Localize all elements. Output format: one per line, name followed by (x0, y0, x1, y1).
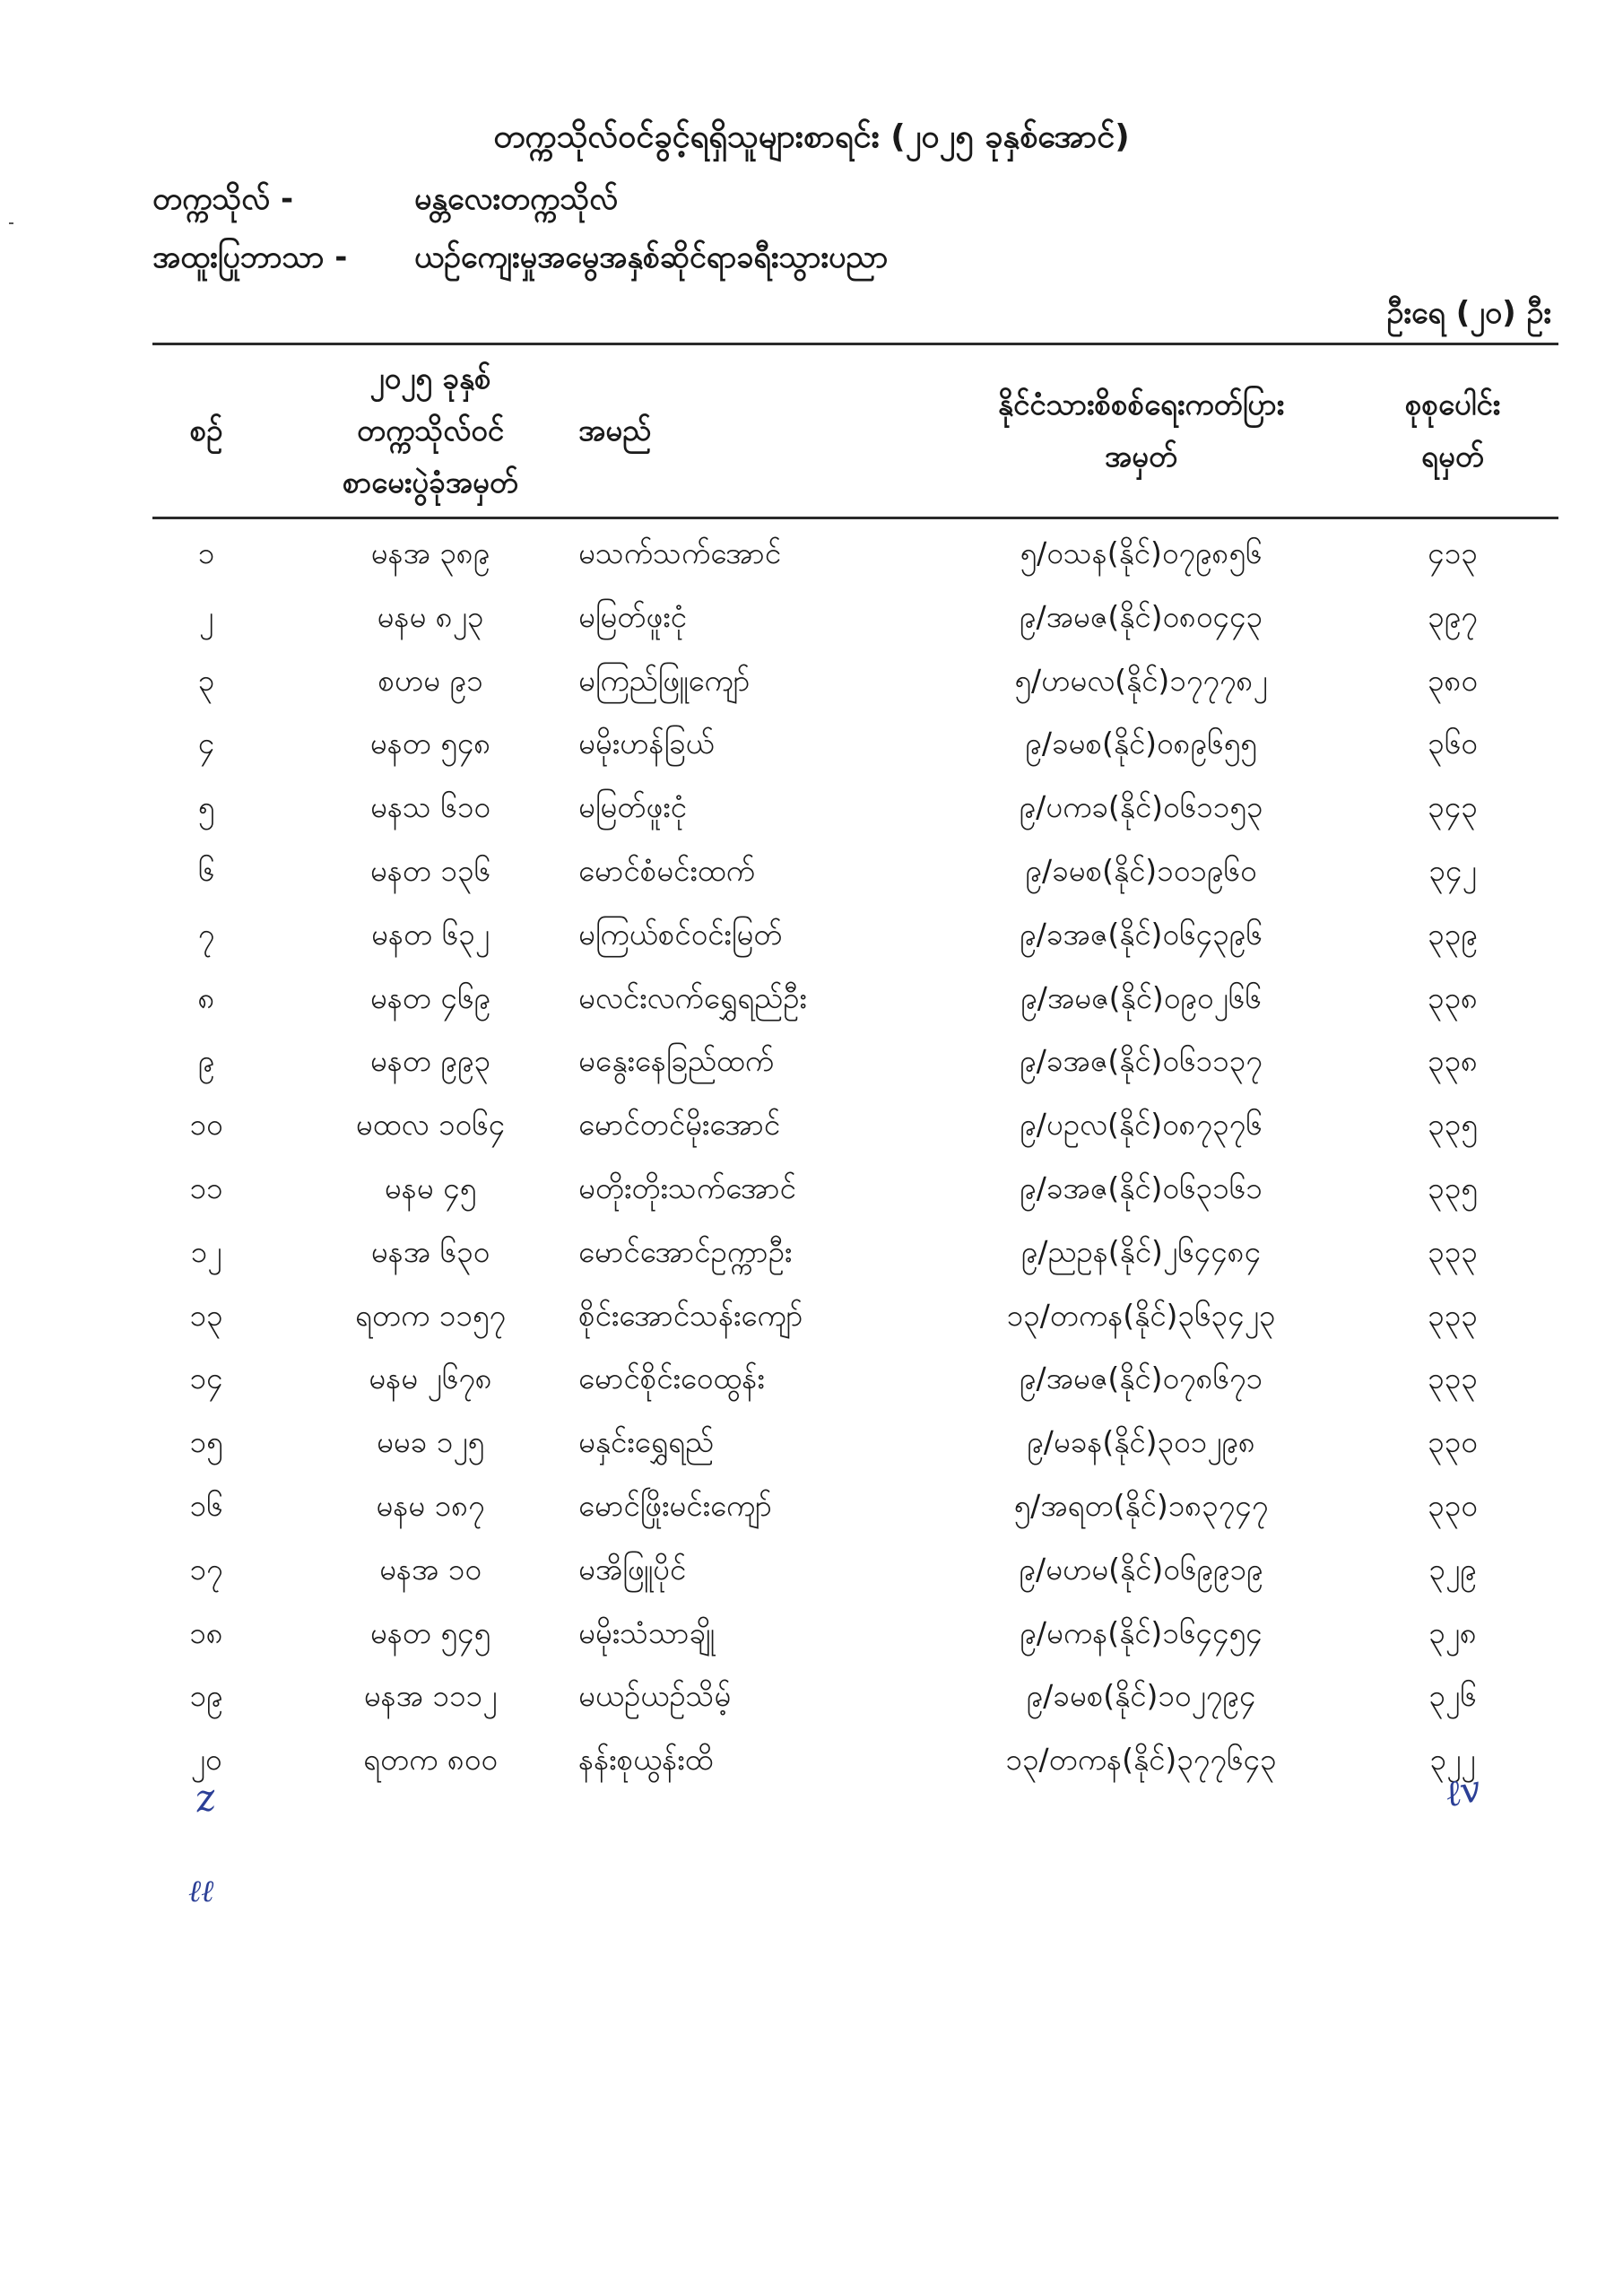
nrc-number: ၉/ခမစ(နိုင်)၁၀၂၇၉၄ (1026, 1678, 1256, 1714)
header-exam-number: ၂၀၂၅ ခုနှစ် တက္ကသိုလ်ဝင် စာမေးပွဲခုံအမှတ် (343, 361, 518, 500)
table-row (0, 1538, 1623, 1602)
student-name: မောင်စံမင်းထက် (578, 852, 755, 888)
document-title: တက္ကသိုလ်ဝင်ခွင့်ရရှိသူများစာရင်း (၂၀၂၅ ခုနှစ်အောင်) (493, 118, 1130, 155)
nrc-number: ၉/မကန(နိုင်)၁၆၄၄၅၄ (1020, 1614, 1263, 1650)
student-name: မသက်သက်အောင် (578, 535, 782, 570)
total-marks: ၃၄၃ (1428, 789, 1478, 825)
nrc-number: ၁၃/တကန(နိုင်)၃၆၃၄၂၃ (1006, 1297, 1276, 1333)
handwritten-signature-mark-lower: ℓℓ (188, 1874, 214, 1909)
student-name: မယဉ်ယဉ်သိမ့် (578, 1678, 732, 1714)
student-name: မအိဖြူပိုင် (578, 1551, 687, 1587)
student-name: မောင်ဖြိုးမင်းကျော် (578, 1487, 772, 1523)
total-marks: ၄၁၃ (1428, 535, 1478, 570)
row-number: ၁ (197, 535, 215, 570)
table-row (0, 776, 1623, 839)
table-row (0, 522, 1623, 586)
total-marks: ၃၆၀ (1428, 726, 1478, 761)
nrc-number: ၉/အမဇ(နိုင်)၀၇၈၆၇၁ (1019, 1361, 1263, 1396)
exam-seat-number: မနအ ၁၁၁၂ (363, 1678, 498, 1714)
total-marks: ၃၃၈ (1428, 979, 1478, 1015)
header-name: အမည် (578, 413, 652, 448)
table-row (0, 649, 1623, 713)
header-total-marks: စုစုပေါင်း ရမှတ် (1404, 387, 1501, 474)
university-value: မန္တလေးတက္ကသိုလ် (414, 181, 619, 217)
exam-seat-number: စဟမ ၉၁ (378, 662, 483, 698)
row-number: ၆ (197, 852, 215, 888)
student-name: မမိုးဟန်ခြယ် (578, 726, 715, 761)
table-row (0, 586, 1623, 649)
table-row (0, 839, 1623, 903)
exam-seat-number: မနတ ၆၃၂ (371, 916, 490, 952)
scan-speck (9, 222, 13, 224)
student-name: မောင်အောင်ဥက္ကာဦး (578, 1233, 793, 1269)
table-row (0, 1665, 1623, 1728)
exam-seat-number: မနမ ၁၈၇ (376, 1487, 485, 1523)
total-marks: ၃၃၃ (1428, 1233, 1478, 1269)
row-number: ၁၈ (189, 1614, 223, 1650)
exam-seat-number: မနမ ၂၆၇၈ (369, 1361, 492, 1396)
nrc-number: ၁၃/တကန(နိုင်)၃၇၇၆၄၃ (1005, 1742, 1277, 1778)
exam-seat-number: မနမ ၄၅ (384, 1170, 477, 1205)
student-name: မကြယ်စင်ဝင်းမြတ် (578, 916, 783, 952)
major-label: အထူးပြုဘာသာ - (152, 239, 348, 275)
row-number: ၁၃ (189, 1297, 223, 1333)
table-row (0, 1157, 1623, 1221)
student-name: မမြတ်ဖူးငုံ (578, 598, 687, 634)
total-marks: ၃၃၅ (1428, 1170, 1478, 1205)
row-number: ၈ (197, 979, 215, 1015)
exam-seat-number: မထလ ၁၀၆၄ (355, 1107, 506, 1143)
exam-seat-number: မနတ ၄၆၉ (369, 979, 491, 1015)
exam-seat-number: မမခ ၁၂၅ (376, 1424, 485, 1460)
student-name: နန်းစုယွန်းထိ (578, 1742, 714, 1778)
total-marks: ၃၂၉ (1428, 1551, 1477, 1587)
nrc-number: ၅/ဝသန(နိုင်)၀၇၉၈၅၆ (1020, 535, 1263, 570)
student-name: မမြတ်ဖူးငုံ (578, 789, 687, 825)
table-row (0, 1728, 1623, 1792)
exam-seat-number: ရတက ၈၀၀ (363, 1742, 498, 1778)
nrc-number: ၉/ညဥန(နိုင်)၂၆၄၄၈၄ (1020, 1233, 1262, 1269)
row-number: ၅ (197, 789, 215, 825)
student-count: ဦးရေ (၂၀) ဦး (1386, 295, 1551, 331)
exam-seat-number: မနအ ၆၃၀ (370, 1233, 490, 1269)
total-marks: ၃၄၂ (1428, 852, 1477, 888)
row-number: ၁၄ (189, 1361, 223, 1396)
row-number: ၁၅ (189, 1424, 223, 1460)
total-marks: ၃၃၃ (1428, 1297, 1478, 1333)
row-number: ၁၁ (189, 1170, 223, 1205)
nrc-number: ၉/ခအဇ(နိုင်)၀၆၁၁၃၇ (1020, 1043, 1263, 1079)
total-marks: ၃၂၂ (1429, 1742, 1476, 1778)
student-name: မနှင်းရွှေရည် (578, 1424, 714, 1460)
total-marks: ၃၂၈ (1428, 1614, 1477, 1650)
table-row (0, 1221, 1623, 1284)
student-name: မလင်းလက်ရွှေရည်ဦး (578, 979, 807, 1015)
exam-seat-number: မနအ ၁၀ (379, 1551, 482, 1587)
total-marks: ၃၂၆ (1428, 1678, 1477, 1714)
student-name: မတိုးတိုးသက်အောင် (578, 1170, 796, 1205)
header-no: စဉ် (189, 413, 223, 448)
handwritten-initial-mark: z (192, 1774, 219, 1822)
table-row (0, 712, 1623, 776)
exam-seat-number: ရတက ၁၁၅၇ (354, 1297, 507, 1333)
nrc-number: ၉/ခအဇ(နိုင်)၀၆၄၃၉၆ (1020, 916, 1263, 952)
nrc-number: ၉/အမဇ(နိုင်)၀၉၀၂၆၆ (1020, 979, 1262, 1015)
nrc-number: ၉/ခမစ(နိုင်)၀၈၉၆၅၅ (1025, 726, 1257, 761)
handwritten-signature-mark: ℓv (1441, 1768, 1485, 1816)
row-number: ၁၉ (189, 1678, 223, 1714)
exam-seat-number: မနသ ၆၁၀ (369, 789, 490, 825)
total-marks: ၃၃၅ (1428, 1107, 1478, 1143)
row-number: ၁၀ (189, 1107, 223, 1143)
table-header-rule (152, 517, 1558, 519)
exam-seat-number: မနတ ၉၉၃ (369, 1043, 491, 1079)
total-marks: ၃၈၀ (1428, 662, 1478, 698)
student-name: မောင်စိုင်းဝေထွန်း (578, 1361, 765, 1396)
table-row (0, 1602, 1623, 1665)
row-number: ၁၂ (190, 1233, 222, 1269)
nrc-number: ၉/ခမစ(နိုင်)၁၀၁၉၆၀ (1025, 852, 1257, 888)
table-row (0, 1284, 1623, 1348)
row-number: ၁၇ (189, 1551, 223, 1587)
table-row (0, 1474, 1623, 1538)
exam-seat-number: မနတ ၅၄၅ (369, 1614, 491, 1650)
total-marks: ၃၃၈ (1428, 1043, 1478, 1079)
row-number: ၉ (197, 1043, 215, 1079)
header-nrc: နိုင်ငံသားစိစစ်ရေးကတ်ပြား အမှတ် (997, 387, 1285, 474)
total-marks: ၃၃၉ (1428, 916, 1478, 952)
row-number: ၂၀ (190, 1742, 222, 1778)
nrc-number: ၉/မခန(နိုင်)၃၀၁၂၉၈ (1027, 1424, 1255, 1460)
student-name: စိုင်းအောင်သန်းကျော် (578, 1297, 803, 1333)
total-marks: ၃၉၇ (1428, 598, 1478, 634)
row-number: ၄ (197, 726, 215, 761)
nrc-number: ၉/ပကခ(နိုင်)၀၆၁၁၅၃ (1019, 789, 1263, 825)
total-marks: ၃၃၀ (1428, 1424, 1478, 1460)
nrc-number: ၉/မဟမ(နိုင်)၀၆၉၉၁၉ (1019, 1551, 1263, 1587)
row-number: ၂ (198, 598, 214, 634)
nrc-number: ၉/ပဥလ(နိုင်)၀၈၇၃၇၆ (1020, 1107, 1263, 1143)
row-number: ၇ (197, 916, 215, 952)
nrc-number: ၉/အမဇ(နိုင်)၀၈၀၄၄၃ (1019, 598, 1263, 634)
row-number: ၃ (197, 662, 215, 698)
exam-seat-number: မနတ ၅၄၈ (369, 726, 491, 761)
exam-seat-number: မနအ ၃၈၉ (370, 535, 490, 570)
table-row (0, 1347, 1623, 1411)
table-row (0, 1093, 1623, 1157)
nrc-number: ၉/ခအဇ(နိုင်)၀၆၃၁၆၁ (1020, 1170, 1263, 1205)
student-name: မနွေးနေခြည်ထက် (578, 1043, 775, 1079)
table-row (0, 903, 1623, 967)
nrc-number: ၅/ဟမလ(နိုင်)၁၇၇၇၈၂ (1014, 662, 1268, 698)
exam-seat-number: မနတ ၁၃၆ (369, 852, 491, 888)
row-number: ၁၆ (189, 1487, 223, 1523)
student-name: မကြည်ဖြူကျော် (578, 662, 751, 698)
nrc-number: ၅/အရတ(နိုင်)၁၈၃၇၄၇ (1013, 1487, 1269, 1523)
exam-seat-number: မနမ ၈၂၃ (377, 598, 484, 634)
table-row (0, 967, 1623, 1031)
university-label: တက္ကသိုလ် - (152, 181, 294, 217)
table-body (0, 522, 1623, 1792)
total-marks: ၃၃၀ (1428, 1487, 1478, 1523)
total-marks: ၃၃၃ (1428, 1361, 1478, 1396)
student-name: မမိုးသံသာချို (578, 1614, 715, 1650)
table-row (0, 1030, 1623, 1093)
student-name: မောင်တင်မိုးအောင် (578, 1107, 781, 1143)
table-row (0, 1411, 1623, 1474)
major-value: ယဉ်ကျေးမှုအမွေအနှစ်ဆိုင်ရာခရီးသွားပညာ (414, 239, 889, 275)
